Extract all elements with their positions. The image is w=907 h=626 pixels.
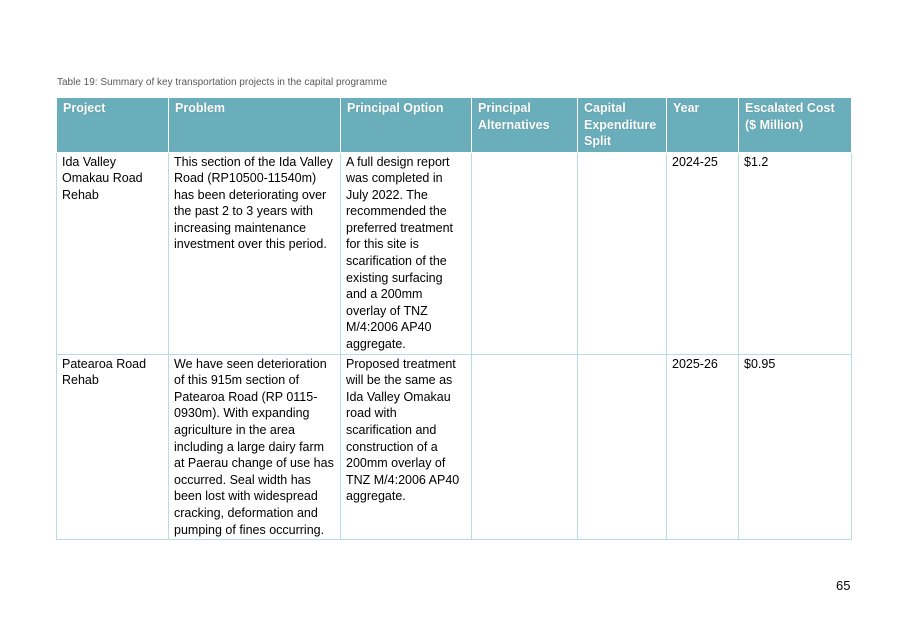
header-capex-split: Capital Expenditure Split (578, 98, 667, 153)
cell-escalated-cost: $0.95 (739, 354, 852, 540)
table-row (57, 354, 852, 540)
header-project: Project (57, 98, 169, 153)
header-escalated-cost: Escalated Cost ($ Million) (739, 98, 852, 153)
cell-problem: We have seen deterioration of this 915m section of Patearoa Road (RP 0115-0930m). With expanding agriculture in the area including a large dairy farm at Paerau change of use has occurred. Seal width has been lost with widespread cracking, deformation and pumping of fines occurring. (169, 354, 341, 540)
cell-year: 2024-25 (667, 152, 739, 354)
header-year: Year (667, 98, 739, 153)
cell-principal-option: A full design report was completed in July 2022. The recommended the preferred treatment for this site is scarification of the existing surfacing and a 200mm overlay of TNZ M/4:2006 AP40 aggregate. (341, 152, 472, 354)
cell-problem: This section of the Ida Valley Road (RP10500-11540m) has been deteriorating over the past 2 to 3 years with increasing maintenance investment over this period. (169, 152, 341, 354)
cell-principal-alternatives (472, 152, 578, 354)
table-header-row (57, 98, 852, 153)
cell-principal-option: Proposed treatment will be the same as Ida Valley Omakau road with scarification and construction of a 200mm overlay of TNZ M/4:2006 AP40 aggregate. (341, 354, 472, 540)
projects-table (56, 97, 852, 540)
cell-principal-alternatives (472, 354, 578, 540)
cell-escalated-cost: $1.2 (739, 152, 852, 354)
cell-capex-split (578, 152, 667, 354)
cell-capex-split (578, 354, 667, 540)
header-principal-option: Principal Option (341, 98, 472, 153)
header-principal-alternatives: Principal Alternatives (472, 98, 578, 153)
cell-year: 2025-26 (667, 354, 739, 540)
cell-project: Patearoa Road Rehab (57, 354, 169, 540)
table-caption: Table 19: Summary of key transportation projects in the capital programme (57, 77, 388, 88)
header-problem: Problem (169, 98, 341, 153)
cell-project: Ida Valley Omakau Road Rehab (57, 152, 169, 354)
page-number: 65 (836, 578, 851, 593)
table-row (57, 152, 852, 354)
